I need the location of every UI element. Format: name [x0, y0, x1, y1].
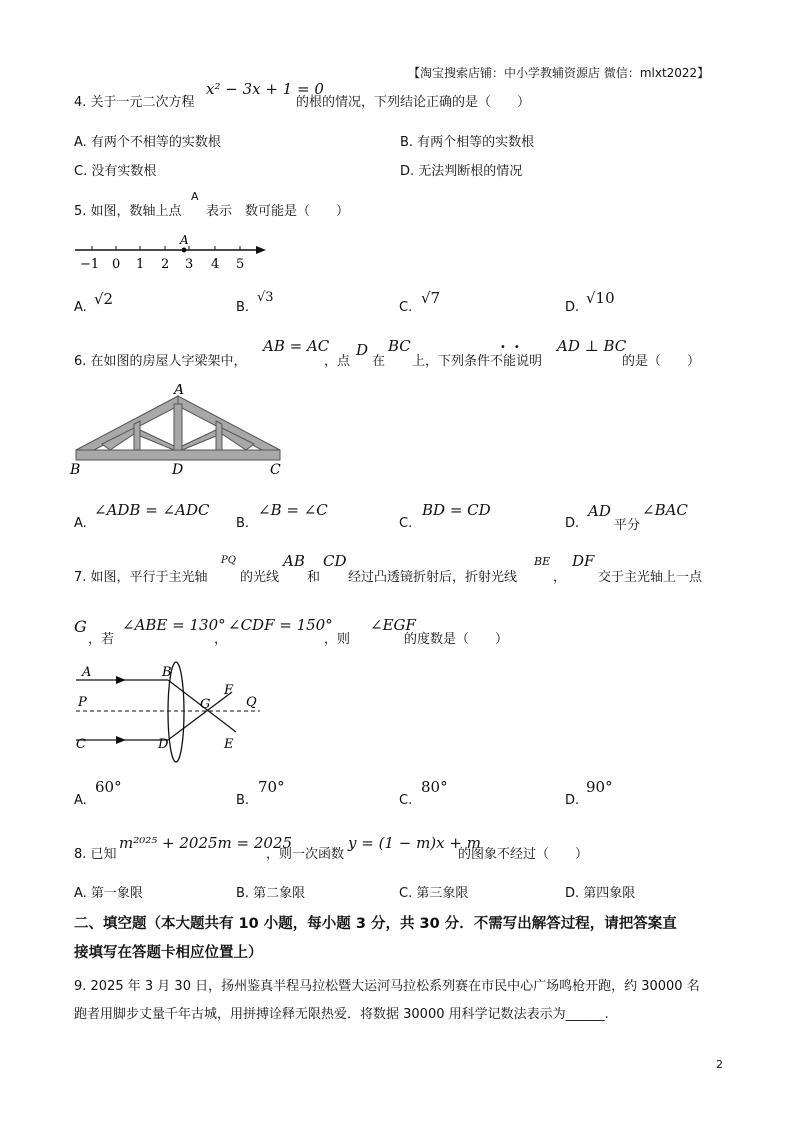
q6-option-a-letter: A. — [74, 516, 87, 531]
q7-comma2: ， — [214, 632, 228, 647]
q7-comma: ， — [553, 570, 567, 585]
q8-option-a: A. 第一象限 — [74, 886, 143, 901]
q7-option-d-letter: D. — [565, 793, 580, 808]
tick-label: 0 — [112, 257, 121, 272]
q6-goal: AD ⊥ BC — [557, 337, 627, 355]
page-header: 【淘宝搜索店铺：中小学教辅资源店 微信：mlxt2022】 — [408, 66, 710, 80]
q7-ray-ab: AB — [283, 552, 305, 570]
q6-option-c-letter: C. — [399, 516, 413, 531]
q6-option-b-letter: B. — [236, 516, 250, 531]
ray-ab-arrow — [116, 676, 126, 684]
q7-ray-df: DF — [572, 552, 595, 570]
q7-if: ，若 — [88, 632, 115, 647]
q6-option-a-value: ∠ADB = ∠ADC — [94, 501, 210, 519]
q6-option-b-value: ∠B = ∠C — [258, 501, 328, 519]
tick-label: −1 — [80, 257, 100, 272]
ray-cd-arrow — [116, 736, 126, 744]
label-a: A — [82, 665, 92, 680]
q5-option-c-value: √7 — [421, 289, 441, 307]
label-q: Q — [246, 695, 257, 710]
label-c: C — [76, 737, 86, 752]
tick-label: 2 — [161, 257, 170, 272]
label-p: P — [78, 695, 87, 710]
q6-condition: AB = AC — [263, 337, 330, 355]
q8-suffix: 的图象不经过（ ） — [458, 847, 589, 862]
q7-option-c-letter: C. — [399, 793, 413, 808]
q6-mid3: 上，下列条件不能说明 — [412, 354, 543, 369]
q6-emphasis-dots: •• — [500, 342, 528, 353]
label-d: D — [158, 737, 169, 752]
q4-option-d: D. 无法判断根的情况 — [400, 164, 523, 179]
truss-right-diagonal — [182, 430, 216, 450]
label-a: A — [174, 384, 185, 398]
label-d: D — [172, 462, 184, 476]
q7-lens-figure — [70, 660, 270, 764]
number-line-arrow — [256, 246, 266, 254]
truss-center-post — [174, 404, 182, 450]
truss-left-vertical — [134, 421, 140, 450]
q7-option-b-value: 70° — [258, 778, 285, 796]
q6-mid1: ，点 — [324, 354, 351, 369]
q9-line1: 9. 2025 年 3 月 30 日，扬州鉴真半程马拉松暨大运河马拉松系列赛在市民中心广场鸣枪开跑，约 30000 名 — [74, 979, 700, 994]
q4-option-c: C. 没有实数根 — [74, 164, 157, 179]
q5-option-a-letter: A. — [74, 300, 87, 315]
truss-left-diagonal — [140, 430, 174, 450]
q6-option-d-letter: D. — [565, 516, 580, 531]
q7-option-d-value: 90° — [586, 778, 613, 796]
q7-line1-mid: 的光线 — [240, 570, 280, 585]
truss-right-vertical — [216, 421, 222, 450]
q7-axis-pq: PQ — [221, 555, 236, 566]
q7-angle-cdf: ∠CDF = 150° — [228, 616, 333, 634]
q8-equation-2: y = (1 − m)x + m — [348, 834, 481, 852]
q7-angle-abe: ∠ABE = 130° — [122, 616, 226, 634]
q4-option-a: A. 有两个不相等的实数根 — [74, 135, 221, 150]
q7-and: 和 — [307, 570, 321, 585]
q7-line1-suffix: 交于主光轴上一点 — [598, 570, 703, 585]
label-g: G — [200, 697, 211, 712]
truss-base-beam — [76, 450, 280, 460]
q8-prefix: 8. 已知 — [74, 847, 117, 862]
tick-label: 5 — [236, 257, 245, 272]
section-2-heading-line1: 二、填空题（本大题共有 10 小题，每小题 3 分，共 30 分．不需写出解答过程，请把答案直 — [74, 916, 677, 932]
q7-option-b-letter: B. — [236, 793, 250, 808]
q5-option-d-letter: D. — [565, 300, 580, 315]
label-e: E — [224, 737, 234, 752]
q8-option-d: D. 第四象限 — [565, 886, 636, 901]
section-2-heading-line2: 接填写在答题卡相应位置上） — [74, 945, 263, 961]
q6-prefix: 6. 在如图的房屋人字梁架中， — [74, 354, 247, 369]
q6-option-d-bisects: 平分 — [614, 518, 641, 533]
q5-option-c-letter: C. — [399, 300, 413, 315]
q6-mid2: 在 — [372, 354, 386, 369]
q7-ray-be: BE — [534, 555, 551, 568]
label-b: B — [70, 462, 81, 476]
tick-label: 3 — [185, 257, 194, 272]
q4-option-b: B. 有两个相等的实数根 — [400, 135, 535, 150]
point-a-dot — [182, 248, 187, 253]
q4-equation: x² − 3x + 1 = 0 — [206, 80, 324, 98]
q7-angle-egf: ∠EGF — [370, 616, 416, 634]
q8-option-b: B. 第二象限 — [236, 886, 306, 901]
label-b: B — [162, 665, 172, 680]
q7-line1-prefix: 7. 如图，平行于主光轴 — [74, 570, 208, 585]
q5-option-b-letter: B. — [236, 300, 250, 315]
q7-then: ，则 — [324, 632, 351, 647]
q6-roof-truss-figure — [66, 384, 296, 476]
page-number: 2 — [716, 1058, 723, 1071]
q6-suffix: 的是（ ） — [622, 354, 701, 369]
q9-line2: 跑者用脚步丈量千年古城，用拼搏诠释无限热爱．将数据 30000 用科学记数法表示为______. — [74, 1007, 609, 1022]
q8-mid: ，则一次函数 — [266, 847, 345, 862]
q7-line1-mid2: 经过凸透镜折射后，折射光线 — [348, 570, 518, 585]
q6-point-d: D — [356, 341, 369, 359]
label-f: F — [224, 683, 234, 698]
q6-option-d-ad: AD — [588, 502, 611, 520]
q7-point-g: G — [74, 617, 87, 636]
label-c: C — [270, 462, 281, 476]
q7-option-a-letter: A. — [74, 793, 87, 808]
q5-option-b-value: √3 — [257, 290, 274, 305]
point-a-label: A — [180, 233, 189, 247]
q5-option-d-value: √10 — [586, 289, 615, 307]
q5-option-a-value: √2 — [94, 290, 114, 308]
q8-option-c: C. 第三象限 — [399, 886, 469, 901]
q4-suffix: 的根的情况，下列结论正确的是（ ） — [296, 95, 531, 110]
q5-number-line — [70, 232, 270, 272]
q7-option-c-value: 80° — [421, 778, 448, 796]
q5-text2: 表示 数可能是（ ） — [206, 204, 350, 219]
q6-option-d-angle: ∠BAC — [642, 501, 688, 519]
q7-ray-cd: CD — [323, 552, 347, 570]
q7-option-a-value: 60° — [95, 778, 122, 796]
q7-line2-suffix: 的度数是（ ） — [404, 632, 509, 647]
tick-label: 1 — [136, 257, 145, 272]
tick-label: 4 — [211, 257, 220, 272]
q6-option-c-value: BD = CD — [422, 501, 491, 519]
q6-segment-bc: BC — [388, 337, 411, 355]
q5-text: 5. 如图，数轴上点 — [74, 204, 182, 219]
q5-point-a: A — [191, 190, 199, 203]
q4-prefix: 4. 关于一元二次方程 — [74, 95, 195, 110]
q8-equation-1: m²⁰²⁵ + 2025m = 2025 — [119, 834, 293, 852]
